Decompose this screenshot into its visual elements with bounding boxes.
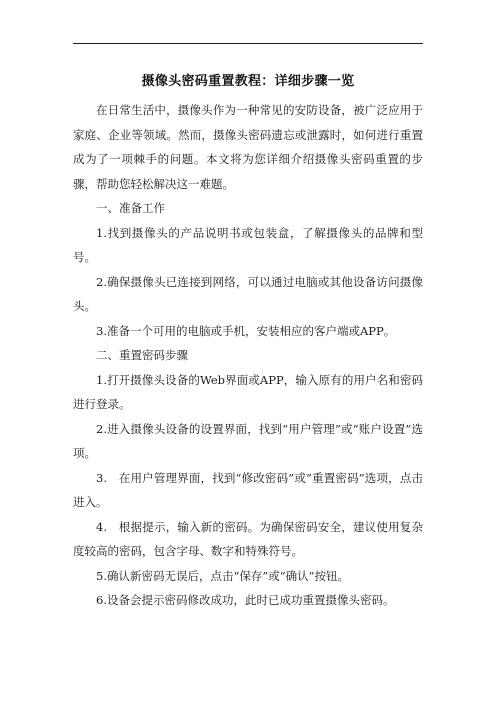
reset-step-5: 5.确认新密码无误后，点击“保存”或“确认”按钮。 [96,568,349,583]
document-title: 摄像头密码重置教程：详细步骤一览 [141,74,355,89]
section-heading-preparation: 一、准备工作 [96,201,165,215]
reset-step-4: 4. 根据提示，输入新的密码。为确保密码安全，建议使用复杂度较高的密码，包含字母、数字和特殊符号。 [73,519,423,558]
reset-step-6: 6.设备会提示密码修改成功，此时已成功重置摄像头密码。 [96,593,395,607]
prep-step-1: 1.找到摄像头的产品说明书或包装盒，了解摄像头的品牌和型号。 [73,225,423,264]
prep-step-3: 3.准备一个可用的电脑或手机，安装相应的客户端或APP。 [96,323,396,338]
reset-step-1: 1.打开摄像头设备的Web界面或APP，输入原有的用户名和密码进行登录。 [73,372,423,411]
intro-paragraph: 在日常生活中，摄像头作为一种常见的安防设备，被广泛应用于家庭、企业等领域。然而，摄像头密码遗忘或泄露时，如何进行重置成为了一项棘手的问题。本文将为您详细介绍摄像头密码重置的步骤，帮助您轻松解决这一难题。 [73,103,423,191]
document-body [73,98,423,613]
reset-step-2: 2.进入摄像头设备的设置界面，找到“用户管理”或“账户设置”选项。 [73,421,423,460]
reset-step-3: 3. 在用户管理界面，找到“修改密码”或“重置密码”选项，点击进入。 [73,470,423,509]
prep-step-2: 2.确保摄像头已连接到网络，可以通过电脑或其他设备访问摄像头。 [73,274,423,313]
header-rule [73,43,423,44]
section-heading-reset-steps: 二、重置密码步骤 [96,348,188,362]
